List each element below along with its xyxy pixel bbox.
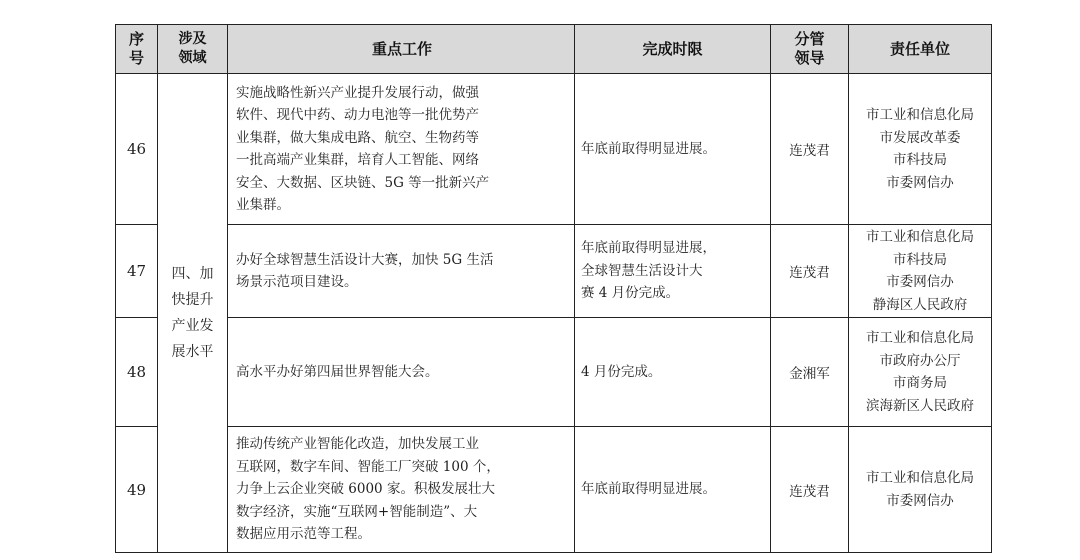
row-deadline: 年底前取得明显进展， 全球智慧生活设计大 赛 4 月份完成。 <box>575 225 771 318</box>
area-cell: 四、加 快提升 产业发 展水平 <box>158 74 228 553</box>
row-work: 实施战略性新兴产业提升发展行动，做强 软件、现代中药、动力电池等一批优势产 业集群，做大集成电路、航空、生物药等 一批高端产业集群，培育人工智能、网络 安全、大数据、区块链、5G 等一批新兴产 业集群。 <box>228 74 575 225</box>
table-row <box>116 74 992 225</box>
header-unit: 责任单位 <box>849 25 992 74</box>
row-leader: 金湘军 <box>771 318 849 427</box>
row-units: 市工业和信息化局 市发展改革委 市科技局 市委网信办 <box>849 74 992 225</box>
header-leader: 分管 领导 <box>771 25 849 74</box>
row-seq: 47 <box>116 225 158 318</box>
row-leader: 连茂君 <box>771 74 849 225</box>
row-work: 推动传统产业智能化改造，加快发展工业 互联网，数字车间、智能工厂突破 100 个， 力争上云企业突破 6000 家。积极发展壮大 数字经济，实施“互联网+智能制造”、大 数据应用示范等工程。 <box>228 427 575 553</box>
row-work: 高水平办好第四届世界智能大会。 <box>228 318 575 427</box>
table-row <box>116 225 992 318</box>
header-deadline: 完成时限 <box>575 25 771 74</box>
row-work: 办好全球智慧生活设计大赛，加快 5G 生活 场景示范项目建设。 <box>228 225 575 318</box>
table-row <box>116 427 992 553</box>
table-header-row <box>116 25 992 74</box>
key-tasks-table <box>115 24 992 553</box>
row-units: 市工业和信息化局 市委网信办 <box>849 427 992 553</box>
row-deadline: 年底前取得明显进展。 <box>575 74 771 225</box>
row-seq: 48 <box>116 318 158 427</box>
table-row <box>116 318 992 427</box>
row-deadline: 4 月份完成。 <box>575 318 771 427</box>
row-leader: 连茂君 <box>771 427 849 553</box>
row-leader: 连茂君 <box>771 225 849 318</box>
row-units: 市工业和信息化局 市政府办公厅 市商务局 滨海新区人民政府 <box>849 318 992 427</box>
row-units: 市工业和信息化局 市科技局 市委网信办 静海区人民政府 <box>849 225 992 318</box>
header-work: 重点工作 <box>228 25 575 74</box>
header-seq: 序 号 <box>116 25 158 74</box>
row-seq: 49 <box>116 427 158 553</box>
row-seq: 46 <box>116 74 158 225</box>
header-area: 涉及 领域 <box>158 25 228 74</box>
row-deadline: 年底前取得明显进展。 <box>575 427 771 553</box>
